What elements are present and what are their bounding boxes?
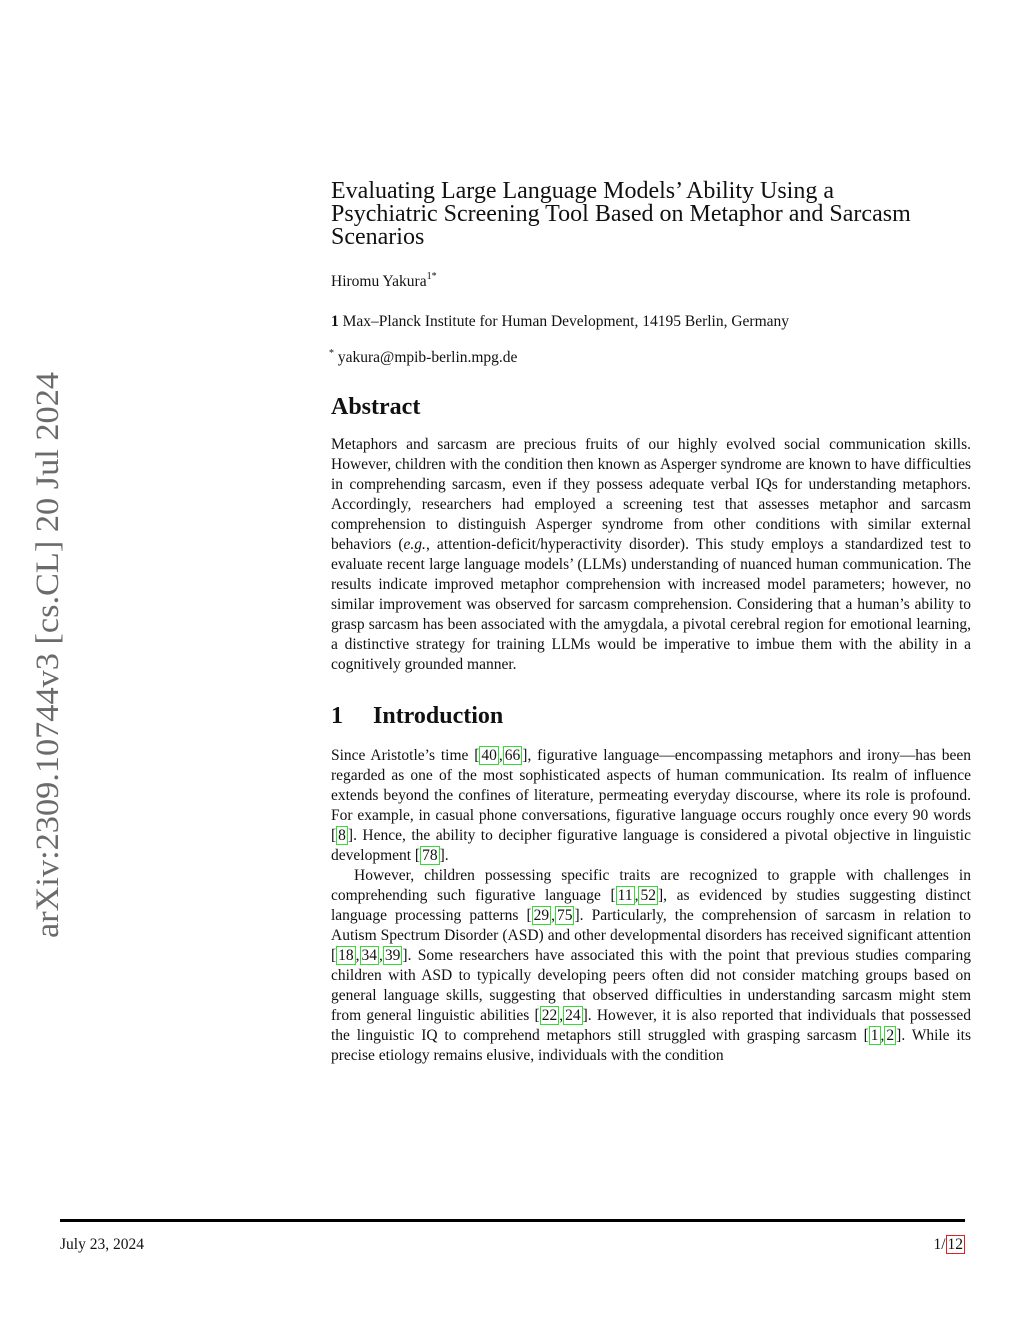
citation-link[interactable]: 11 bbox=[617, 887, 633, 904]
affiliation-text: Max–Planck Institute for Human Development, 14195 Berlin, Germany bbox=[342, 313, 790, 330]
text-run: ]. Particularly, the comprehension of sarcasm in relation to Autism Spectrum Disorder (ASD) and other developmental disorders has received significant attention [ bbox=[331, 907, 971, 964]
intro-paragraph: However, children possessing specific traits are recognized to grapple with challenges in comprehending such figurative language [ 11 , 52 ], as evidenced by studies suggesting distinct language processing patterns [ 29 , 75 ]. Particularly, the comprehension of sarcasm in relation to Autism Spectrum Disorder (ASD) and other developmental disorders has received significant attention [ 18 , 34 , 39 ]. Some researchers have associated this with the point that previous studies comparing children with ASD to typically developing peers often did not consider matching groups based on general language skills, suggesting that observed difficulties in understanding sarcasm might stem from general linguistic abilities [ 22 , 24 ]. However, it is also reported that individuals that possessed the linguistic IQ to comprehend metaphors still struggled with grasping sarcasm [ 1 , 2 ]. While its precise etiology remains elusive, individuals with the condition bbox=[331, 867, 972, 1064]
citation-link[interactable]: 52 bbox=[640, 887, 656, 904]
title-line: Psychiatric Screening Tool Based on Metaphor and Sarcasm bbox=[331, 201, 911, 227]
arxiv-stamp-svg bbox=[12, 370, 82, 940]
arxiv-identifier-stamp[interactable] bbox=[12, 370, 82, 940]
citation-link[interactable]: 1 bbox=[870, 1027, 879, 1044]
citation-link[interactable]: 78 bbox=[422, 847, 438, 864]
author-name: Hiromu Yakura bbox=[331, 273, 427, 290]
section-number: 1 bbox=[331, 703, 343, 729]
text-run: ]. While its precise etiology remains elusive, individuals with the condition bbox=[331, 1027, 971, 1064]
email-line bbox=[329, 349, 971, 367]
introduction-heading bbox=[331, 703, 971, 730]
section-title: Introduction bbox=[373, 703, 504, 729]
citation-link[interactable]: 22 bbox=[541, 1007, 558, 1024]
text-run: ], figurative language—encompassing metaphors and irony—has been regarded as one of the most sophisticated aspects of human communication. Its realm of influence extends beyond the confines of literature, permeating everyday discourse, where its role is profound. For example, in casual phone conversations, figurative language occurs roughly once every 90 words [ bbox=[331, 747, 972, 844]
affiliation-line bbox=[331, 313, 971, 331]
abstract-text-part: , attention-deficit/hyperactivity disorder). This study employs a standardized test to evaluate recent large language models’ (LLMs) understanding of nuanced human communication. The results indicate improved metaphor comprehension with increased model parameters; however, no similar improvement was observed for sarcasm comprehension. Considering that a human’s ability to grasp sarcasm has been associated with the amygdala, a pivotal cerebral region for emotional learning, a distinctive strategy for training LLMs would be imperative to imbue them with the ability in a cognitively grounded manner. bbox=[331, 536, 971, 673]
citation-link[interactable]: 40 bbox=[481, 747, 497, 764]
text-run: ], as evidenced by studies suggesting distinct language processing patterns [ bbox=[331, 887, 971, 924]
text-run: ]. bbox=[439, 847, 449, 864]
page-footer bbox=[60, 1219, 965, 1253]
citation-link[interactable]: 66 bbox=[504, 747, 521, 764]
citation-link[interactable]: 8 bbox=[338, 827, 346, 844]
text-run: However, children possessing specific traits are recognized to grapple with challenges in comprehending such figurative language [ bbox=[331, 867, 971, 904]
text-run: ]. However, it is also reported that individuals that possessed the linguistic IQ to comprehend metaphors still struggled with grasping sarcasm [ bbox=[331, 1007, 972, 1044]
arxiv-id-text: arXiv:2309.10744v3 [cs.CL] 20 Jul 2024 bbox=[30, 393, 66, 938]
text-run: Since Aristotle’s time [ bbox=[331, 747, 480, 764]
citation-link[interactable]: 18 bbox=[338, 947, 354, 964]
citation-link[interactable]: 29 bbox=[533, 907, 550, 924]
total-pages-link[interactable]: 12 bbox=[947, 1236, 963, 1253]
abstract-eg: e.g. bbox=[403, 536, 426, 553]
intro-paragraph: Since Aristotle’s time [ 40 , 66 ], figurative language—encompassing metaphors and irony—has been regarded as one of the most sophisticated aspects of human communication. Its realm of influence extends beyond the confines of literature, permeating everyday discourse, where its role is profound. For example, in casual phone conversations, figurative language occurs roughly once every 90 words [ 8 ]. Hence, the ability to decipher figurative language is considered a pivotal objective in linguistic development [ 78 ]. bbox=[331, 747, 972, 864]
main-content bbox=[331, 180, 971, 1066]
title-line: Evaluating Large Language Models’ Ability Using a bbox=[331, 178, 834, 204]
abstract-body bbox=[331, 435, 971, 675]
citation-link[interactable]: 39 bbox=[384, 947, 401, 964]
abstract-heading: Abstract bbox=[331, 394, 421, 420]
title-line: Scenarios bbox=[331, 224, 425, 250]
abstract-text-part: Metaphors and sarcasm are precious fruits of our highly evolved social communication skills. However, children with the condition then known as Asperger syndrome are known to have difficulties in comprehending sarcasm, even if they possess adequate verbal IQs for understanding metaphors. Accordingly, researchers had employed a screening test that assesses metaphor and sarcasm comprehension to distinguish Asperger syndrome from other conditions with similar external behaviors ( bbox=[331, 436, 971, 553]
author-marks: 1* bbox=[426, 270, 437, 282]
paper-title bbox=[331, 180, 971, 249]
citation-link[interactable]: 24 bbox=[565, 1007, 581, 1024]
current-page: 1 bbox=[933, 1236, 942, 1253]
page-number: 1/ 12 bbox=[933, 1236, 963, 1253]
email-address[interactable]: yakura@mpib-berlin.mpg.de bbox=[337, 349, 518, 366]
citation-link[interactable]: 2 bbox=[886, 1027, 895, 1044]
author-line bbox=[331, 270, 971, 291]
email-mark: * bbox=[329, 347, 334, 359]
text-run: ]. Some researchers have associated this with the point that previous studies comparing children with ASD to typically developing peers often did not consider matching groups based on general language skills, suggesting that observed difficulties in understanding sarcasm might stem from general linguistic abilities [ bbox=[331, 947, 971, 1024]
citation-link[interactable]: 34 bbox=[361, 947, 378, 964]
text-run: ]. Hence, the ability to decipher figurative language is considered a pivotal objective in linguistic development [ bbox=[331, 827, 971, 864]
affiliation-number: 1 bbox=[331, 313, 339, 330]
footer-date: July 23, 2024 bbox=[60, 1236, 144, 1253]
citation-link[interactable]: 75 bbox=[556, 907, 573, 924]
